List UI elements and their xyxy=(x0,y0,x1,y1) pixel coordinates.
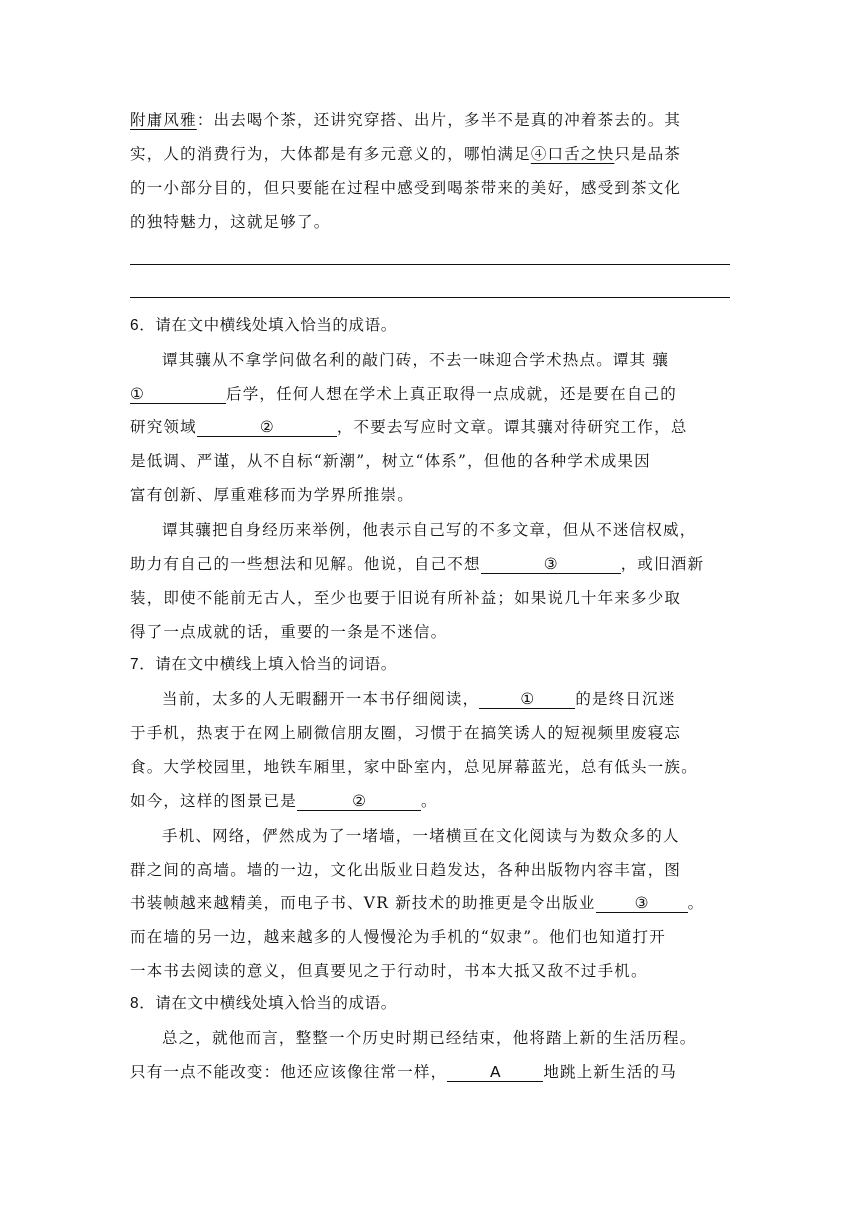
question-8-title: 8．请在文中横线处填入恰当的成语。 xyxy=(130,995,397,1012)
blank-q7-1[interactable]: ① xyxy=(479,690,575,709)
q7-line-2: 于手机，热衷于在网上刷微信朋友圈，习惯于在搞笑诱人的短视频里废寝忘 xyxy=(130,724,682,742)
blank-q6-2[interactable]: ② xyxy=(197,418,337,437)
answer-line-2 xyxy=(130,297,730,298)
blank-q7-2[interactable]: ② xyxy=(297,792,421,811)
q6-line-2: ① 后学，任何人想在学术上真正取得一点成就，还是要在自己的 xyxy=(130,385,677,403)
intro-line-2: 实，人的消费行为，大体都是有多元意义的，哪怕满足④口舌之快只是品茶 xyxy=(130,145,682,163)
q7-line-9: 一本书去阅读的意义，但真要见之于行动时，书本大抵又敌不过手机。 xyxy=(130,962,648,980)
q8-line-1: 总之，就他而言，整整一个历史时期已经结束，他将踏上新的生活历程。 xyxy=(162,1029,697,1047)
underlined-phrase-4: ④口舌之快 xyxy=(530,145,615,163)
q7-line-3: 食。大学校园里，地铁车厢里，家中卧室内，总见屏幕蓝光，总有低头一族。 xyxy=(130,758,698,776)
term-fuyongfengya: 附庸风雅 xyxy=(130,111,197,129)
q6-line-7: 助力有自己的一些想法和见解。他说，自己不想 ③ ，或旧酒新 xyxy=(130,555,705,573)
intro-line-1: 附庸风雅：出去喝个茶，还讲究穿搭、出片，多半不是真的冲着茶去的。其 xyxy=(130,111,682,129)
blank-q6-1[interactable]: ① xyxy=(130,385,226,404)
q6-line-6: 谭其骧把自身经历来举例，他表示自己写的不多文章，但从不迷信权威， xyxy=(162,521,697,539)
q7-line-6: 群之间的高墙。墙的一边，文化出版业日趋发达，各种出版物内容丰富，图 xyxy=(130,861,682,879)
q7-line-4: 如今，这样的图景已是 ② 。 xyxy=(130,792,438,810)
q7-line-1: 当前，太多的人无暇翻开一本书仔细阅读， ① 的是终日沉迷 xyxy=(162,690,676,708)
blank-q6-3[interactable]: ③ xyxy=(481,555,621,574)
blank-q8-a[interactable]: A xyxy=(447,1063,543,1082)
q7-line-8: 而在墙的另一边，越来越多的人慢慢沦为手机的“奴隶”。他们也知道打开 xyxy=(130,928,666,946)
question-6-title: 6．请在文中横线处填入恰当的成语。 xyxy=(130,317,397,334)
q8-line-2: 只有一点不能改变：他还应该像往常一样， A 地跳上新生活的马 xyxy=(130,1063,677,1081)
q6-line-8: 装，即使不能前无古人，至少也要于旧说有所补益；如果说几十年来多少取 xyxy=(130,589,682,607)
q7-line-5: 手机、网络，俨然成为了一堵墙，一堵横亘在文化阅读与为数众多的人 xyxy=(162,827,680,845)
q6-line-3: 研究领域 ② ，不要去写应时文章。谭其骧对待研究工作，总 xyxy=(130,418,688,436)
blank-q7-3[interactable]: ③ xyxy=(596,894,688,913)
intro-line-4: 的独特魅力，这就足够了。 xyxy=(130,213,331,231)
q7-line-7: 书装帧越来越精美，而电子书、VR 新技术的助推更是令出版业 ③ 。 xyxy=(130,894,705,912)
intro-line-3: 的一小部分目的，但只要能在过程中感受到喝茶带来的美好，感受到茶文化 xyxy=(130,179,682,197)
q6-line-9: 得了一点成就的话，重要的一条是不迷信。 xyxy=(130,623,448,641)
q6-line-1: 谭其骧从不拿学问做名利的敲门砖，不去一味迎合学术热点。谭其 骧 xyxy=(162,351,670,369)
question-7-title: 7．请在文中横线上填入恰当的词语。 xyxy=(130,656,397,673)
answer-line-1 xyxy=(130,264,730,265)
q6-line-5: 富有创新、厚重难移而为学界所推崇。 xyxy=(130,486,414,504)
q6-line-4: 是低调、严谨，从不自标“新潮”，树立“体系”，但他的各种学术成果因 xyxy=(130,452,651,470)
